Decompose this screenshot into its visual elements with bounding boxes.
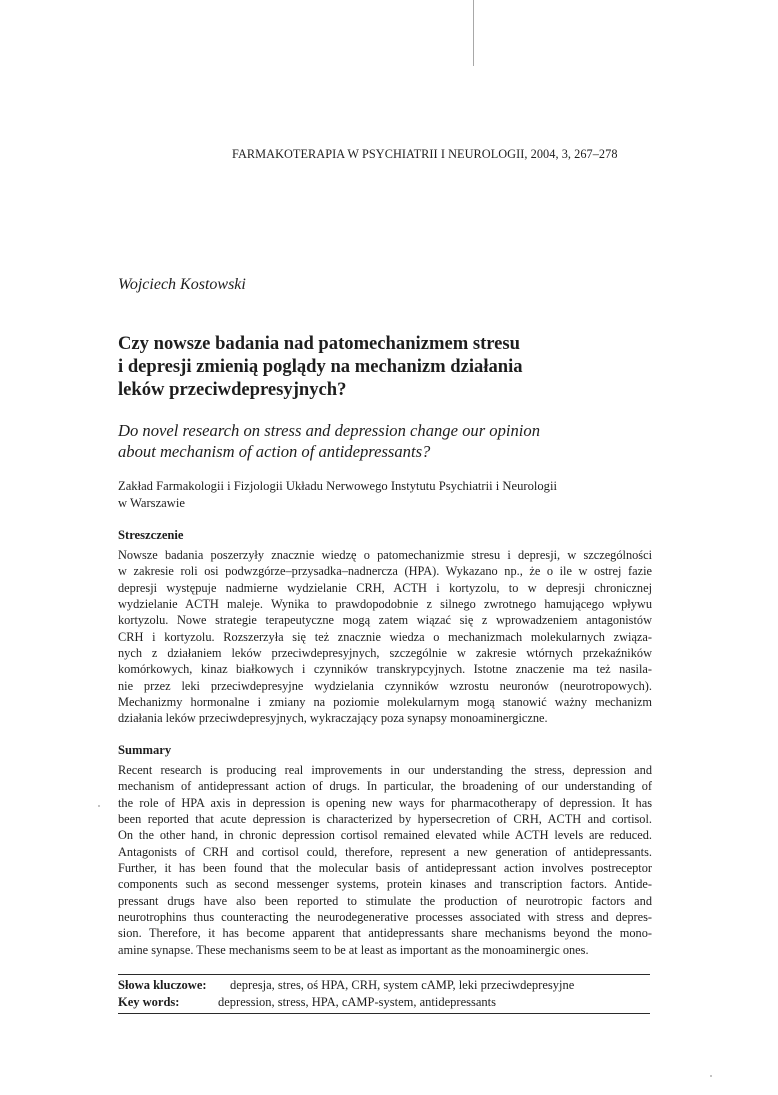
english-title bbox=[118, 420, 578, 462]
summary-line: been reported that acute depression is characterized by hypersecretion of CRH, ACTH and cortisol. bbox=[118, 812, 652, 827]
keywords-en-row bbox=[118, 995, 496, 1010]
streszczenie-heading: Streszczenie bbox=[118, 528, 184, 542]
abstract-line: nych z działaniem leków przeciwdepresyjnych, szczególnie w zakresie wtórnych przekaźników bbox=[118, 646, 652, 661]
keywords-bottom-rule bbox=[118, 1013, 650, 1014]
summary-heading: Summary bbox=[118, 743, 172, 757]
english-title-line: Do novel research on stress and depression change our opinion bbox=[118, 421, 541, 440]
summary-line: pressant drugs have also been reported to stimulate the production of neurotropic factors and bbox=[118, 893, 652, 908]
summary-line: the role of HPA axis in depression is opening new ways for pharmacotherapy of depression. It has bbox=[118, 795, 652, 810]
keywords-en-value: depression, stress, HPA, cAMP-system, antidepressants bbox=[218, 995, 496, 1009]
summary-line: Antagonists of CRH and cortisol could, therefore, represent a new generation of antidepressants. bbox=[118, 844, 652, 859]
title-line: Czy nowsze badania nad patomechanizmem stresu bbox=[118, 333, 521, 354]
summary-line: mechanism of antidepressant action of drugs. In particular, the broadening of our understanding of bbox=[118, 779, 652, 794]
summary-line: Recent research is producing real improvements in our understanding the stress, depression and bbox=[118, 763, 652, 777]
abstract-line: Nowsze badania poszerzyły znacznie wiedzę o patomechanizmie stresu i depresji, w szczególności bbox=[118, 548, 652, 562]
scan-speck bbox=[98, 805, 100, 807]
title-line: i depresji zmienią poglądy na mechanizm działania bbox=[118, 356, 523, 377]
abstract-line: nie przez leki przeciwdepresyjne wydzielania czynników wzrostu neuronów (neurotropowych). bbox=[118, 678, 652, 693]
summary-line: Further, it has been found that the molecular basis of antidepressant action involves postreceptor bbox=[118, 861, 652, 876]
summary-body bbox=[118, 762, 652, 958]
keywords-pl-row bbox=[118, 978, 574, 993]
abstract-line: Mechanizmy hormonalne i zmiany na poziomie molekularnym mogą stanowić ważny mechanizm bbox=[118, 695, 652, 710]
abstract-line: w zakresie roli osi podwzgórze–przysadka–nadnercza (HPA). Wykazano np., że o ile w ostrej fazie bbox=[118, 564, 652, 579]
author-name: Wojciech Kostowski bbox=[118, 276, 246, 293]
abstract-line: działania leków przeciwdepresyjnych, wykraczający poza synapsy monoaminergiczne. bbox=[118, 711, 548, 726]
keywords-en-label: Key words: bbox=[118, 995, 180, 1009]
streszczenie-body bbox=[118, 547, 652, 727]
affiliation-line: w Warszawie bbox=[118, 495, 185, 510]
keywords-pl-value: depresja, stres, oś HPA, CRH, system cAMP, leki przeciwdepresyjne bbox=[230, 978, 575, 992]
affiliation-line: Zakład Farmakologii i Fizjologii Układu Nerwowego Instytutu Psychiatrii i Neurologii bbox=[118, 479, 557, 493]
abstract-line: komórkowych, kinaz białkowych i czynników transkrypcyjnych. Istotne znaczenie ma też nasila- bbox=[118, 662, 652, 677]
running-header: FARMAKOTERAPIA W PSYCHIATRII I NEUROLOGII, 2004, 3, 267–278 bbox=[232, 147, 618, 161]
abstract-line: wydzielanie ACTH maleje. Wynika to prawdopodobnie z silnego zwrotnego hamującego wpływu bbox=[118, 597, 652, 612]
summary-line: neurotrophins thus counteracting the neurodegenerative processes associated with stress and depres- bbox=[118, 910, 652, 925]
scan-artifact-line bbox=[473, 0, 474, 66]
scan-speck bbox=[710, 1075, 712, 1077]
abstract-line: kortyzolu. Nowe strategie terapeutyczne mogą zatem wiązać się z wprowadzeniem antagonistów bbox=[118, 613, 652, 628]
affiliation bbox=[118, 478, 618, 511]
keywords-pl-label: Słowa kluczowe: bbox=[118, 978, 207, 992]
summary-line: components such as second messenger systems, protein kinases and transcription factors. Antide- bbox=[118, 877, 652, 892]
english-title-line: about mechanism of action of antidepressants? bbox=[118, 442, 431, 461]
abstract-line: CRH i kortyzolu. Rozszerzyła się też znacznie wiedza o mechanizmach molekularnych związa- bbox=[118, 629, 652, 644]
summary-line: sion. Therefore, it has become apparent that antidepressants share mechanisms beyond the mono- bbox=[118, 926, 652, 941]
article-title bbox=[118, 332, 578, 401]
title-line: leków przeciwdepresyjnych? bbox=[118, 379, 347, 400]
abstract-line: depresji występuje nadmierne wydzielanie CRH, ACTH i kortyzolu, to w depresji chronicznej bbox=[118, 580, 652, 595]
summary-line: On the other hand, in chronic depression cortisol remained elevated while ACTH levels are reduced. bbox=[118, 828, 652, 843]
summary-line: amine synapse. These mechanisms seem to be at least as important as the monoaminergic ones. bbox=[118, 942, 589, 957]
keywords-top-rule bbox=[118, 974, 650, 975]
